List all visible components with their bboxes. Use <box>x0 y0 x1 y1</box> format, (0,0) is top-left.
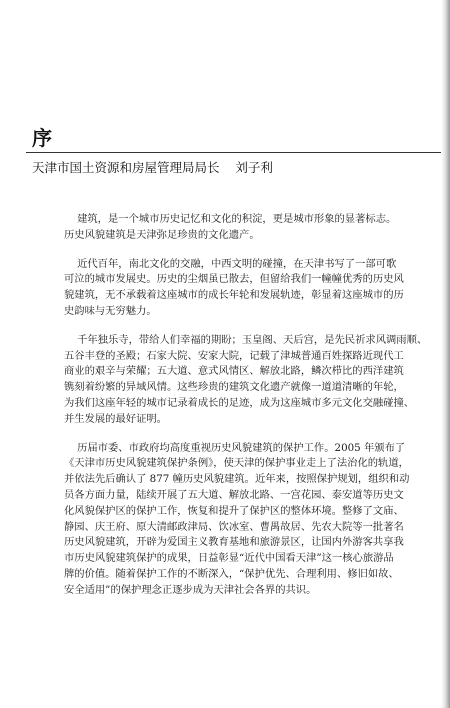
text-line: 千年独乐寺，带给人们幸福的期盼；玉皇阁、天后宫，是先民祈求风调雨顺、 <box>64 333 428 346</box>
text-line: 历届市委、市政府均高度重视历史风貌建筑的保护工作。2005 年颁布了 <box>64 441 406 454</box>
author-byline: 天津市国土资源和房屋管理局局长 刘子利 <box>32 160 273 175</box>
text-line: 历史风貌建筑是天津弥足珍贵的文化遗产。 <box>64 228 260 241</box>
text-line: 牌的价值。随着保护工作的不断深入，“保护优先、合理利用、修旧如故、 <box>64 567 399 580</box>
paragraph <box>64 333 428 428</box>
text-line: 五谷丰登的圣殿；石家大院、安家大院，记载了津城普通百姓探路近现代工 <box>64 349 404 362</box>
preface-heading: 序 <box>32 126 52 150</box>
paragraph <box>64 212 412 244</box>
text-line: 并生发展的最好证明。 <box>64 412 167 425</box>
text-line: 并依法先后确认了 877 幢历史风貌建筑。近年来，按照保护规划，组织和动 <box>64 473 410 486</box>
text-line: 化风貌保护区的保护工作，恢复和提升了保护区的整体环境。整修了文庙、 <box>64 504 404 517</box>
text-line: 市历史风貌建筑保护的成果，日益彰显“近代中国看天津”这一核心旅游品 <box>64 552 394 565</box>
text-line: 史韵味与无穷魅力。 <box>64 304 157 317</box>
text-line: 镌刻着纷繁的异域风情。这些珍贵的建筑文化遗产就像一道道清晰的年轮， <box>64 381 404 394</box>
text-line: 建筑，是一个城市历史记忆和文化的积淀，更是城市形象的显著标志。 <box>64 213 397 225</box>
text-line: 历史风貌建筑，开辟为爱国主义教育基地和旅游景区，让国内外游客共享我 <box>64 536 404 549</box>
text-line: 安全适用”的保护理念正逐步成为天津社会各界的共识。 <box>64 583 317 596</box>
scan-edge-shadow <box>441 0 450 708</box>
text-line: 员各方面力量，陆续开展了五大道、解放北路、一宫花园、泰安道等历史文 <box>64 488 404 501</box>
preface-body <box>64 212 428 612</box>
heading-rule <box>26 152 441 153</box>
text-line: 近代百年，南北文化的交融，中西文明的碰撞，在天津书写了一部可歌 <box>64 257 397 270</box>
text-line: 《天津市历史风貌建筑保护条例》，使天津的保护事业走上了法治化的轨道， <box>64 457 409 470</box>
text-line: 商业的艰辛与荣耀；五大道、意式风情区、解放北路，鳞次栉比的西洋建筑 <box>64 365 404 378</box>
text-line: 可泣的城市发展史。历史的尘烟虽已散去，但留给我们一幢幢优秀的历史风 <box>64 273 404 286</box>
text-line: 貌建筑，无不承载着这座城市的成长年轮和发展轨迹，彰显着这座城市的历 <box>64 289 404 302</box>
paragraph <box>64 257 412 320</box>
text-line: 静园、庆王府、原大清邮政津局、饮冰室、曹禺故居、先农大院等一批著名 <box>64 520 404 533</box>
paragraph <box>64 441 412 599</box>
text-line: 为我们这座年轻的城市记录着成长的足迹，成为这座城市多元文化交融碰撞、 <box>64 396 415 409</box>
